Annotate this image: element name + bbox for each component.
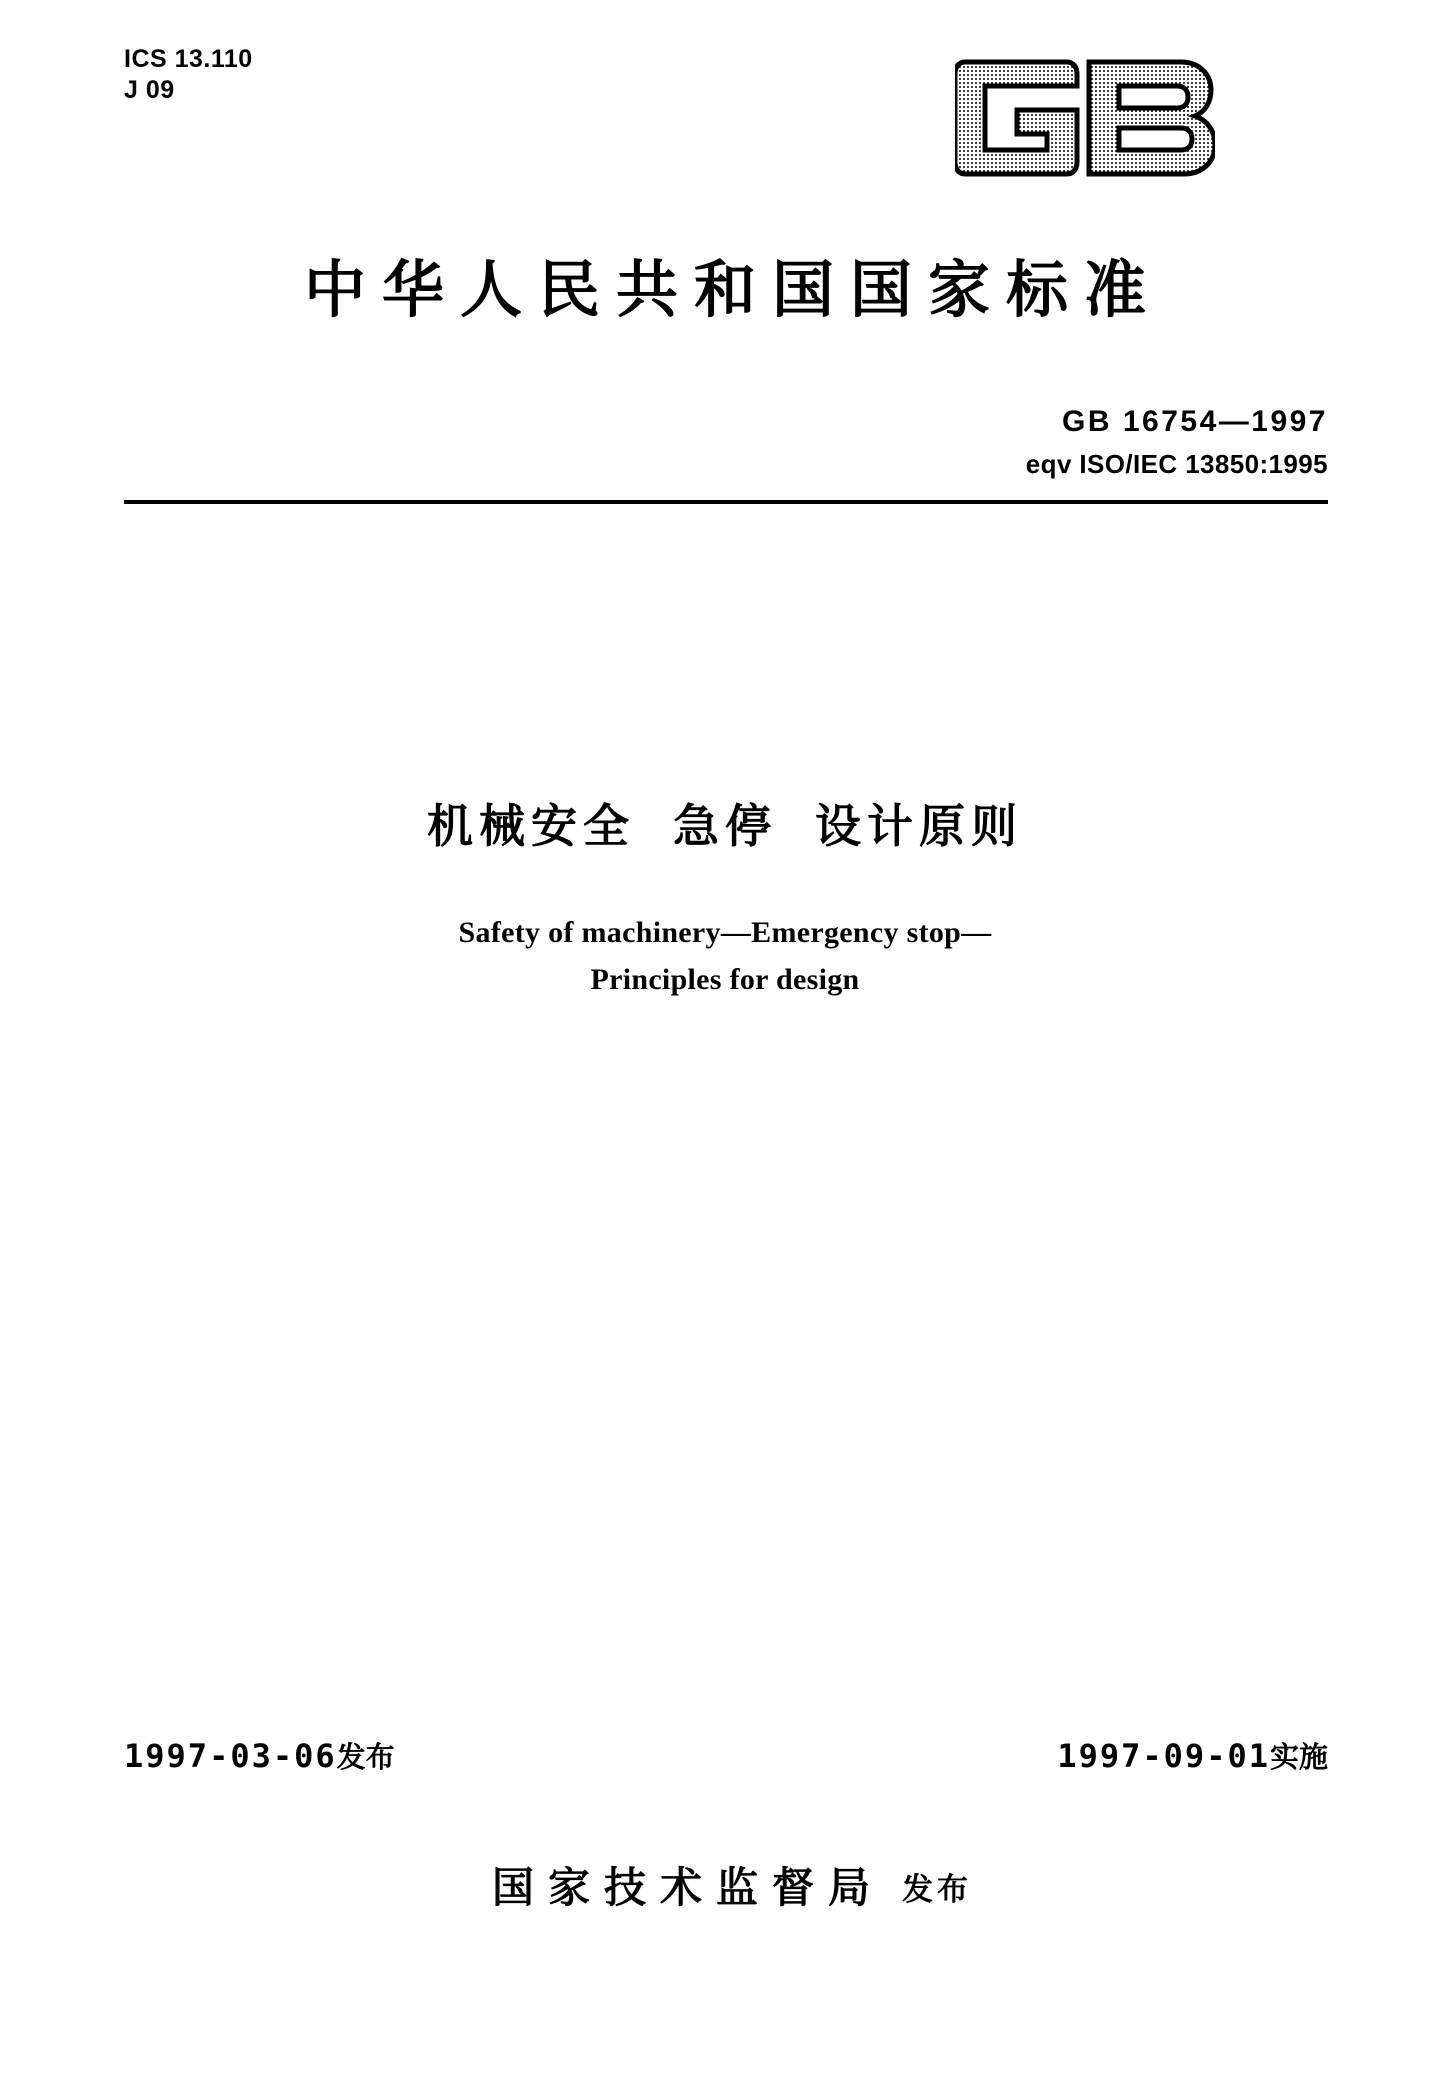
header-divider — [124, 500, 1328, 504]
ics-code: ICS 13.110 — [124, 45, 253, 73]
equivalent-standard: eqv ISO/IEC 13850:1995 — [1025, 448, 1328, 479]
gb-emblem-icon — [955, 58, 1215, 178]
effective-date — [1057, 1735, 1328, 1776]
issue-date-label: 发布 — [336, 1740, 395, 1774]
issuing-authority: 国家技术监督局 — [491, 1863, 884, 1912]
standard-number — [1026, 402, 1328, 443]
dates-row — [124, 1735, 1328, 1781]
effective-date-label: 实施 — [1269, 1740, 1328, 1774]
standard-number-block — [1026, 402, 1328, 482]
title-cn-part3: 设计原则 — [815, 799, 1023, 853]
classification-code: J 09 — [124, 75, 175, 104]
standard-number-text: GB 16754—1997 — [1062, 405, 1328, 438]
national-standard-title: 中华人民共和国国家标准 — [303, 253, 1162, 326]
issuing-authority-line — [0, 1855, 1450, 1915]
title-en-line2: Principles for design — [590, 962, 860, 996]
page-title — [0, 790, 1450, 856]
classification-codes — [124, 44, 253, 105]
issue-date — [124, 1735, 395, 1776]
title-cn-part2: 急停 — [673, 799, 777, 853]
issue-date-value: 1997-03-06 — [124, 1737, 337, 1775]
issuing-action: 发布 — [902, 1872, 972, 1908]
title-cn-part1: 机械安全 — [427, 799, 635, 853]
page-subtitle — [0, 910, 1450, 1003]
effective-date-value: 1997-09-01 — [1057, 1737, 1270, 1775]
title-en-line1: Safety of machinery—Emergency stop— — [458, 916, 992, 949]
